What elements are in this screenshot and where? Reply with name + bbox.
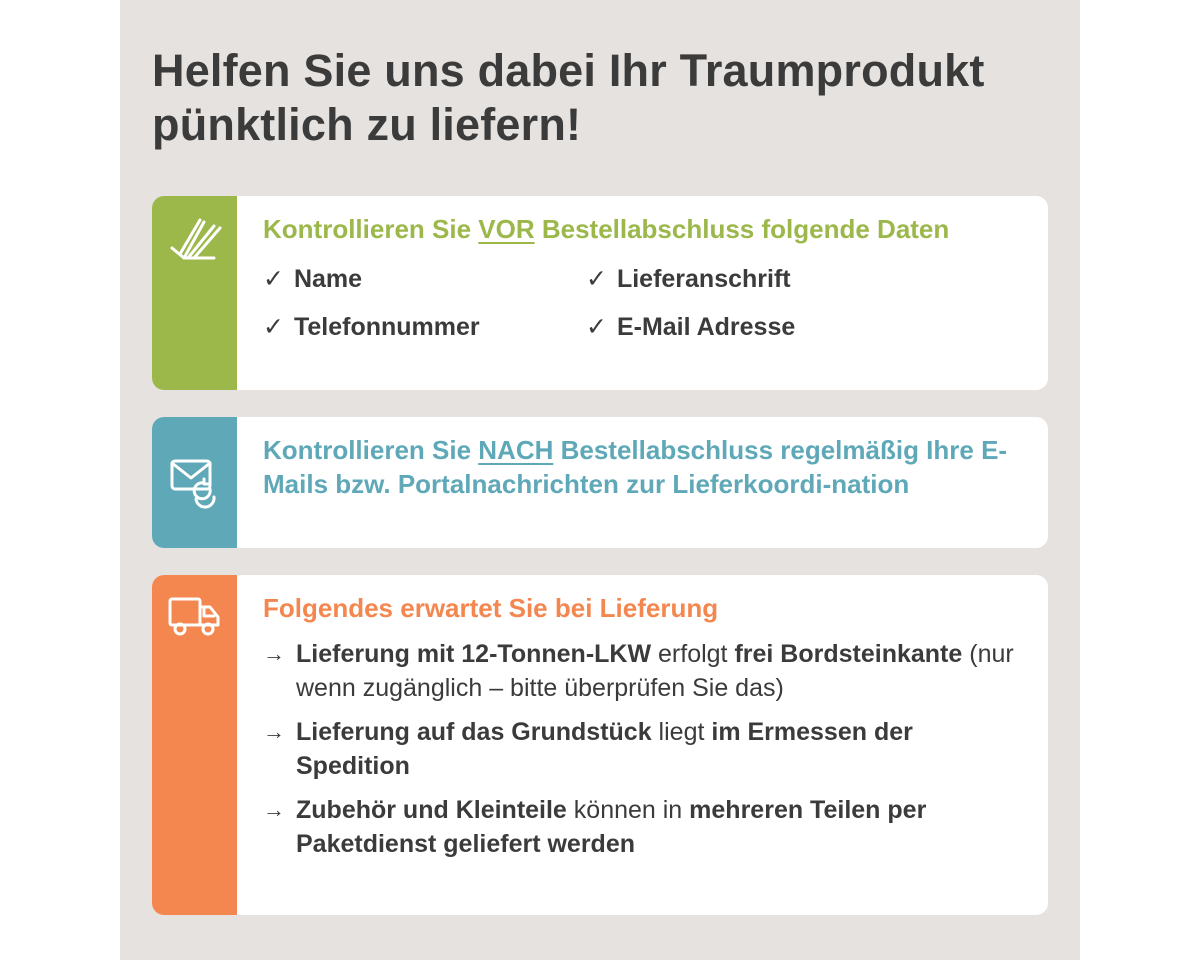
- delivery-item-text: liegt: [651, 718, 712, 746]
- delivery-item-text: (nur wenn zugänglich – bitte überprüfen Sie das): [296, 640, 1014, 702]
- after-order-title-pre: Kontrollieren Sie: [263, 435, 479, 465]
- after-order-title-post: Bestellabschluss regelmäßig Ihre E-Mails bzw. Portalnachrichten zur Lieferkoordi-nation: [263, 435, 1008, 499]
- check-item-phone: [263, 308, 586, 346]
- delivery-item: [263, 715, 1024, 783]
- truck-icon: [166, 587, 224, 645]
- delivery-item-bold: frei Bordsteinkante: [734, 640, 963, 668]
- after-order-card: [152, 417, 1048, 548]
- check-list: [263, 260, 1024, 346]
- checklist-pen-icon: [166, 214, 224, 272]
- arrow-right-icon: →: [263, 719, 285, 744]
- before-order-title: [263, 212, 1024, 246]
- after-order-title: [263, 433, 1024, 501]
- page-title-line-1: Helfen Sie uns dabei Ihr Traumprodukt: [152, 45, 985, 96]
- page-title-line-2: pünktlich zu liefern!: [152, 99, 582, 150]
- delivery-item-text: können in: [566, 796, 690, 824]
- delivery-item-bold: Lieferung auf das Grundstück: [296, 718, 652, 746]
- before-order-card: [152, 196, 1048, 390]
- check-mark-icon: ✓: [263, 313, 284, 341]
- after-order-content: [263, 433, 1024, 501]
- delivery-item-text: erfolgt: [651, 640, 735, 668]
- before-order-title-pre: Kontrollieren Sie: [263, 214, 479, 244]
- before-order-title-emphasis: VOR: [478, 214, 535, 244]
- delivery-title: Folgendes erwartet Sie bei Lieferung: [263, 593, 719, 623]
- check-item-label: Name: [293, 265, 363, 293]
- after-order-accent-bar: [152, 417, 237, 548]
- delivery-item: [263, 793, 1024, 861]
- delivery-item-bold: im Ermessen der Spedition: [296, 718, 913, 780]
- delivery-item: [263, 637, 1024, 705]
- delivery-accent-bar: [152, 575, 237, 915]
- delivery-list: [263, 637, 1024, 861]
- delivery-item-bold: Zubehör und Kleinteile: [296, 796, 567, 824]
- check-item-address: [586, 260, 886, 298]
- delivery-item-bold: Lieferung mit 12-Tonnen-LKW: [296, 640, 652, 668]
- check-item-name: [263, 260, 586, 298]
- after-order-title-emphasis: NACH: [478, 435, 554, 465]
- check-item-email: [586, 308, 886, 346]
- delivery-content: [263, 591, 1024, 871]
- mail-refresh-icon: [166, 453, 224, 511]
- arrow-right-icon: →: [263, 641, 285, 666]
- info-panel: [120, 0, 1080, 960]
- delivery-card: [152, 575, 1048, 915]
- check-item-label: E-Mail Adresse: [616, 313, 796, 341]
- before-order-accent-bar: [152, 196, 237, 390]
- delivery-item-bold: mehreren Teilen per Paketdienst geliefert werden: [296, 796, 927, 858]
- before-order-content: [263, 212, 1024, 346]
- before-order-title-post: Bestellabschluss folgende Daten: [534, 214, 950, 244]
- check-mark-icon: ✓: [586, 265, 607, 293]
- check-mark-icon: ✓: [586, 313, 607, 341]
- check-item-label: Lieferanschrift: [616, 265, 791, 293]
- arrow-right-icon: →: [263, 797, 285, 822]
- check-mark-icon: ✓: [263, 265, 284, 293]
- check-item-label: Telefonnummer: [293, 313, 480, 341]
- page-title: [152, 44, 1052, 152]
